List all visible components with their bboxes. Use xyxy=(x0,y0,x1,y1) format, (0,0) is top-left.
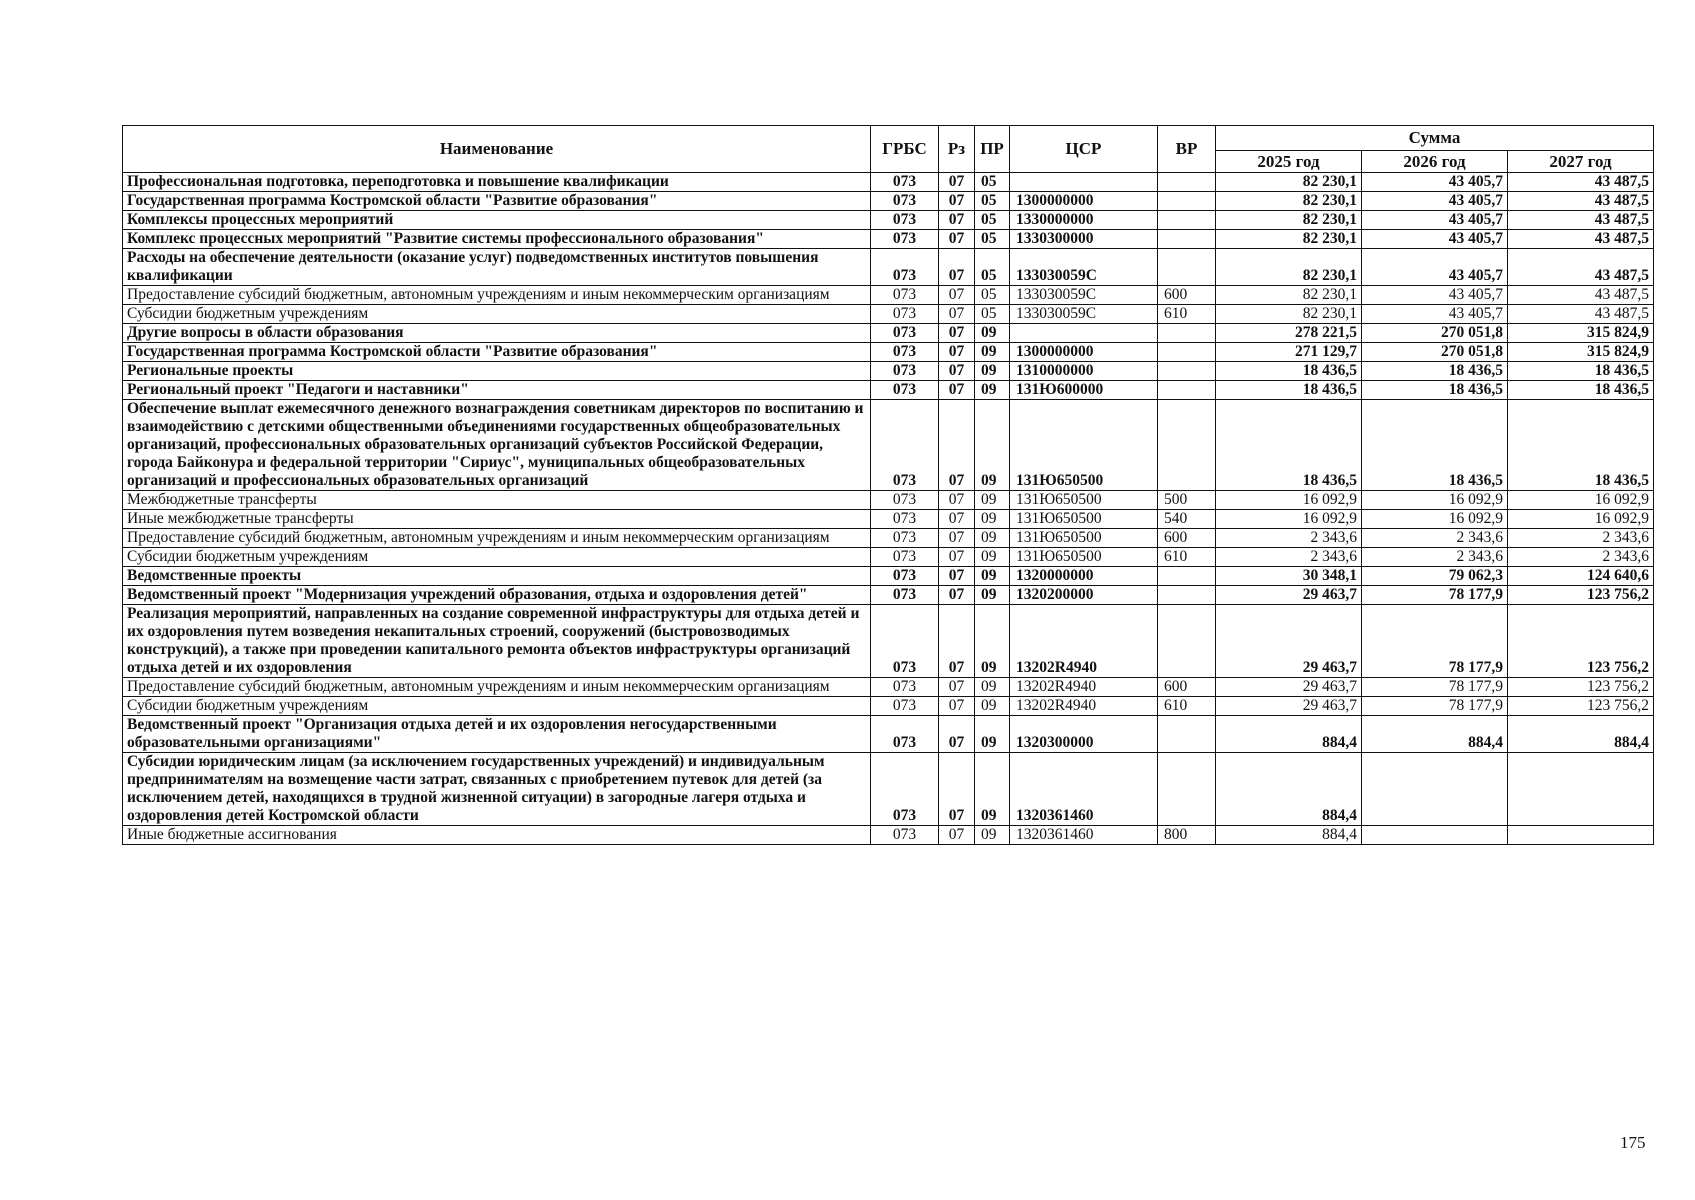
cell-y2025: 82 230,1 xyxy=(1216,230,1362,249)
cell-grbs: 073 xyxy=(871,173,939,192)
cell-pr: 09 xyxy=(975,753,1010,826)
cell-y2027: 18 436,5 xyxy=(1508,381,1654,400)
cell-csr: 131Ю600000 xyxy=(1010,381,1158,400)
cell-y2025: 29 463,7 xyxy=(1216,678,1362,697)
cell-vr: 610 xyxy=(1158,548,1216,567)
cell-y2025: 18 436,5 xyxy=(1216,381,1362,400)
cell-y2026: 18 436,5 xyxy=(1362,400,1508,491)
cell-y2025: 29 463,7 xyxy=(1216,605,1362,678)
cell-pr: 09 xyxy=(975,586,1010,605)
cell-csr: 133030059С xyxy=(1010,305,1158,324)
cell-y2026: 43 405,7 xyxy=(1362,305,1508,324)
cell-name: Иные межбюджетные трансферты xyxy=(123,510,871,529)
cell-pr: 09 xyxy=(975,510,1010,529)
table-row xyxy=(123,567,1654,586)
cell-y2025: 18 436,5 xyxy=(1216,362,1362,381)
table-row xyxy=(123,753,1654,826)
cell-pr: 05 xyxy=(975,305,1010,324)
cell-vr xyxy=(1158,400,1216,491)
cell-rz: 07 xyxy=(939,605,975,678)
cell-y2025: 29 463,7 xyxy=(1216,586,1362,605)
header-grbs: ГРБС xyxy=(871,126,939,173)
table-row xyxy=(123,249,1654,286)
cell-y2027: 18 436,5 xyxy=(1508,362,1654,381)
cell-y2027: 43 487,5 xyxy=(1508,173,1654,192)
cell-csr: 1310000000 xyxy=(1010,362,1158,381)
cell-y2026: 16 092,9 xyxy=(1362,510,1508,529)
cell-y2027: 2 343,6 xyxy=(1508,529,1654,548)
header-pr: ПР xyxy=(975,126,1010,173)
cell-pr: 09 xyxy=(975,529,1010,548)
cell-y2027: 123 756,2 xyxy=(1508,586,1654,605)
cell-y2026: 78 177,9 xyxy=(1362,586,1508,605)
cell-grbs: 073 xyxy=(871,529,939,548)
cell-y2027: 123 756,2 xyxy=(1508,697,1654,716)
cell-name: Реализация мероприятий, направленных на создание современной инфраструктуры для отдыха детей и их оздоровления путем возведения некапитальных строений, сооружений (быстровозводимых конструкций), а также при проведении капитального ремонта объектов инфраструктуры организаций отдыха детей и их оздоровления xyxy=(123,605,871,678)
cell-grbs: 073 xyxy=(871,678,939,697)
cell-rz: 07 xyxy=(939,548,975,567)
cell-pr: 09 xyxy=(975,381,1010,400)
header-sum: Сумма xyxy=(1216,126,1654,151)
cell-y2026: 18 436,5 xyxy=(1362,362,1508,381)
cell-grbs: 073 xyxy=(871,192,939,211)
table-row xyxy=(123,192,1654,211)
table-row xyxy=(123,305,1654,324)
cell-pr: 09 xyxy=(975,567,1010,586)
cell-pr: 09 xyxy=(975,548,1010,567)
cell-pr: 09 xyxy=(975,343,1010,362)
cell-pr: 09 xyxy=(975,678,1010,697)
cell-rz: 07 xyxy=(939,192,975,211)
cell-grbs: 073 xyxy=(871,305,939,324)
cell-pr: 09 xyxy=(975,362,1010,381)
cell-grbs: 073 xyxy=(871,826,939,845)
cell-y2026: 16 092,9 xyxy=(1362,491,1508,510)
cell-rz: 07 xyxy=(939,826,975,845)
cell-vr xyxy=(1158,324,1216,343)
cell-vr xyxy=(1158,716,1216,753)
table-row xyxy=(123,211,1654,230)
cell-vr xyxy=(1158,753,1216,826)
cell-y2025: 2 343,6 xyxy=(1216,529,1362,548)
cell-vr: 610 xyxy=(1158,697,1216,716)
cell-y2027: 315 824,9 xyxy=(1508,343,1654,362)
cell-name: Обеспечение выплат ежемесячного денежного вознаграждения советникам директоров по воспитанию и взаимодействию с детскими общественными объединениями государственных общеобразовательных организаций, профессиональных образовательных организаций субъектов Российской Федерации, города Байконура и федеральной территории "Сириус", муниципальных общеобразовательных организаций и профессиональных образовательных организаций xyxy=(123,400,871,491)
cell-y2025: 82 230,1 xyxy=(1216,173,1362,192)
cell-name: Профессиональная подготовка, переподготовка и повышение квалификации xyxy=(123,173,871,192)
cell-name: Субсидии бюджетным учреждениям xyxy=(123,548,871,567)
cell-csr: 1320361460 xyxy=(1010,753,1158,826)
cell-pr: 09 xyxy=(975,697,1010,716)
cell-csr xyxy=(1010,173,1158,192)
cell-y2026: 43 405,7 xyxy=(1362,211,1508,230)
header-year-2027: 2027 год xyxy=(1508,151,1654,173)
table-row xyxy=(123,586,1654,605)
cell-y2025: 884,4 xyxy=(1216,716,1362,753)
cell-y2025: 271 129,7 xyxy=(1216,343,1362,362)
cell-y2025: 82 230,1 xyxy=(1216,211,1362,230)
cell-vr: 610 xyxy=(1158,305,1216,324)
cell-rz: 07 xyxy=(939,400,975,491)
table-row xyxy=(123,324,1654,343)
cell-pr: 05 xyxy=(975,286,1010,305)
cell-grbs: 073 xyxy=(871,324,939,343)
cell-pr: 05 xyxy=(975,230,1010,249)
header-vr: ВР xyxy=(1158,126,1216,173)
cell-rz: 07 xyxy=(939,753,975,826)
cell-name: Межбюджетные трансферты xyxy=(123,491,871,510)
cell-name: Иные бюджетные ассигнования xyxy=(123,826,871,845)
cell-y2025: 82 230,1 xyxy=(1216,192,1362,211)
cell-rz: 07 xyxy=(939,716,975,753)
cell-csr: 133030059С xyxy=(1010,286,1158,305)
cell-csr xyxy=(1010,324,1158,343)
budget-table xyxy=(122,125,1654,845)
table-row xyxy=(123,529,1654,548)
cell-csr: 1320300000 xyxy=(1010,716,1158,753)
table-row xyxy=(123,286,1654,305)
table-row xyxy=(123,716,1654,753)
cell-vr: 800 xyxy=(1158,826,1216,845)
cell-vr xyxy=(1158,343,1216,362)
table-row xyxy=(123,510,1654,529)
cell-grbs: 073 xyxy=(871,381,939,400)
cell-y2026: 43 405,7 xyxy=(1362,173,1508,192)
cell-y2025: 884,4 xyxy=(1216,826,1362,845)
page-number: 175 xyxy=(1620,1133,1646,1152)
cell-y2027: 884,4 xyxy=(1508,716,1654,753)
cell-csr: 1320361460 xyxy=(1010,826,1158,845)
header-csr: ЦСР xyxy=(1010,126,1158,173)
cell-y2025: 82 230,1 xyxy=(1216,286,1362,305)
cell-rz: 07 xyxy=(939,529,975,548)
table-row xyxy=(123,362,1654,381)
header-name: Наименование xyxy=(123,126,871,173)
table-row xyxy=(123,548,1654,567)
cell-pr: 09 xyxy=(975,324,1010,343)
cell-pr: 09 xyxy=(975,400,1010,491)
cell-grbs: 073 xyxy=(871,586,939,605)
cell-vr xyxy=(1158,192,1216,211)
cell-rz: 07 xyxy=(939,230,975,249)
cell-csr: 131Ю650500 xyxy=(1010,529,1158,548)
cell-name: Предоставление субсидий бюджетным, автономным учреждениям и иным некоммерческим организациям xyxy=(123,286,871,305)
cell-y2027: 43 487,5 xyxy=(1508,305,1654,324)
cell-y2027: 315 824,9 xyxy=(1508,324,1654,343)
cell-vr xyxy=(1158,211,1216,230)
cell-y2025: 2 343,6 xyxy=(1216,548,1362,567)
cell-rz: 07 xyxy=(939,510,975,529)
cell-y2027: 43 487,5 xyxy=(1508,192,1654,211)
cell-rz: 07 xyxy=(939,381,975,400)
cell-csr: 133030059С xyxy=(1010,249,1158,286)
cell-grbs: 073 xyxy=(871,716,939,753)
cell-y2025: 884,4 xyxy=(1216,753,1362,826)
cell-y2026: 43 405,7 xyxy=(1362,230,1508,249)
cell-y2027: 18 436,5 xyxy=(1508,400,1654,491)
cell-csr: 13202R4940 xyxy=(1010,697,1158,716)
cell-pr: 05 xyxy=(975,249,1010,286)
cell-y2026: 43 405,7 xyxy=(1362,192,1508,211)
cell-grbs: 073 xyxy=(871,697,939,716)
cell-y2025: 16 092,9 xyxy=(1216,491,1362,510)
cell-name: Предоставление субсидий бюджетным, автономным учреждениям и иным некоммерческим организациям xyxy=(123,529,871,548)
cell-grbs: 073 xyxy=(871,343,939,362)
table-row xyxy=(123,173,1654,192)
cell-name: Субсидии бюджетным учреждениям xyxy=(123,305,871,324)
cell-y2025: 82 230,1 xyxy=(1216,249,1362,286)
cell-y2026: 78 177,9 xyxy=(1362,697,1508,716)
cell-rz: 07 xyxy=(939,211,975,230)
cell-csr: 131Ю650500 xyxy=(1010,510,1158,529)
cell-pr: 09 xyxy=(975,491,1010,510)
cell-y2026 xyxy=(1362,753,1508,826)
cell-vr: 600 xyxy=(1158,678,1216,697)
cell-vr xyxy=(1158,249,1216,286)
cell-rz: 07 xyxy=(939,286,975,305)
cell-y2026: 18 436,5 xyxy=(1362,381,1508,400)
table-row xyxy=(123,826,1654,845)
cell-csr: 131Ю650500 xyxy=(1010,400,1158,491)
cell-y2027: 123 756,2 xyxy=(1508,678,1654,697)
cell-y2025: 82 230,1 xyxy=(1216,305,1362,324)
cell-y2026: 43 405,7 xyxy=(1362,286,1508,305)
table-body xyxy=(123,173,1654,845)
cell-y2025: 29 463,7 xyxy=(1216,697,1362,716)
cell-y2026: 43 405,7 xyxy=(1362,249,1508,286)
cell-rz: 07 xyxy=(939,343,975,362)
cell-grbs: 073 xyxy=(871,286,939,305)
cell-name: Предоставление субсидий бюджетным, автономным учреждениям и иным некоммерческим организациям xyxy=(123,678,871,697)
table-row xyxy=(123,605,1654,678)
cell-y2025: 278 221,5 xyxy=(1216,324,1362,343)
cell-name: Ведомственные проекты xyxy=(123,567,871,586)
cell-name: Ведомственный проект "Модернизация учреждений образования, отдыха и оздоровления детей" xyxy=(123,586,871,605)
cell-csr: 1330300000 xyxy=(1010,230,1158,249)
table-row xyxy=(123,230,1654,249)
cell-y2027: 43 487,5 xyxy=(1508,230,1654,249)
table-row xyxy=(123,678,1654,697)
cell-vr: 600 xyxy=(1158,529,1216,548)
cell-y2027 xyxy=(1508,753,1654,826)
cell-csr: 131Ю650500 xyxy=(1010,548,1158,567)
cell-rz: 07 xyxy=(939,567,975,586)
cell-grbs: 073 xyxy=(871,400,939,491)
cell-grbs: 073 xyxy=(871,230,939,249)
cell-vr xyxy=(1158,567,1216,586)
cell-y2027: 16 092,9 xyxy=(1508,491,1654,510)
cell-csr: 13202R4940 xyxy=(1010,678,1158,697)
cell-vr: 600 xyxy=(1158,286,1216,305)
table-row xyxy=(123,400,1654,491)
cell-y2027: 124 640,6 xyxy=(1508,567,1654,586)
cell-y2027: 43 487,5 xyxy=(1508,286,1654,305)
table-row xyxy=(123,381,1654,400)
cell-y2026: 270 051,8 xyxy=(1362,343,1508,362)
cell-y2026: 78 177,9 xyxy=(1362,678,1508,697)
cell-rz: 07 xyxy=(939,697,975,716)
cell-vr xyxy=(1158,586,1216,605)
cell-rz: 07 xyxy=(939,305,975,324)
cell-name: Комплекс процессных мероприятий "Развитие системы профессионального образования" xyxy=(123,230,871,249)
cell-name: Комплексы процессных мероприятий xyxy=(123,211,871,230)
cell-y2026: 884,4 xyxy=(1362,716,1508,753)
table-row xyxy=(123,491,1654,510)
cell-vr xyxy=(1158,230,1216,249)
cell-pr: 09 xyxy=(975,826,1010,845)
cell-y2027: 2 343,6 xyxy=(1508,548,1654,567)
cell-name: Субсидии бюджетным учреждениям xyxy=(123,697,871,716)
cell-vr xyxy=(1158,362,1216,381)
cell-name: Региональные проекты xyxy=(123,362,871,381)
header-year-2026: 2026 год xyxy=(1362,151,1508,173)
cell-rz: 07 xyxy=(939,249,975,286)
table-header xyxy=(123,126,1654,173)
cell-y2026: 79 062,3 xyxy=(1362,567,1508,586)
cell-rz: 07 xyxy=(939,324,975,343)
cell-grbs: 073 xyxy=(871,510,939,529)
cell-y2026: 270 051,8 xyxy=(1362,324,1508,343)
cell-name: Субсидии юридическим лицам (за исключением государственных учреждений) и индивидуальным предпринимателям на возмещение части затрат, связанных с приобретением путевок для детей (за исключением детей, находящихся в трудной жизненной ситуации) в загородные лагеря отдыха и оздоровления детей Костромской области xyxy=(123,753,871,826)
cell-csr: 1320000000 xyxy=(1010,567,1158,586)
cell-pr: 05 xyxy=(975,173,1010,192)
cell-grbs: 073 xyxy=(871,249,939,286)
cell-y2025: 16 092,9 xyxy=(1216,510,1362,529)
cell-pr: 05 xyxy=(975,211,1010,230)
cell-vr xyxy=(1158,605,1216,678)
cell-rz: 07 xyxy=(939,678,975,697)
cell-csr: 1330000000 xyxy=(1010,211,1158,230)
cell-grbs: 073 xyxy=(871,567,939,586)
cell-grbs: 073 xyxy=(871,753,939,826)
cell-pr: 09 xyxy=(975,605,1010,678)
cell-y2026: 78 177,9 xyxy=(1362,605,1508,678)
cell-y2025: 30 348,1 xyxy=(1216,567,1362,586)
cell-vr xyxy=(1158,381,1216,400)
cell-csr: 131Ю650500 xyxy=(1010,491,1158,510)
cell-name: Ведомственный проект "Организация отдыха детей и их оздоровления негосударственными образовательными организациями" xyxy=(123,716,871,753)
cell-y2027: 123 756,2 xyxy=(1508,605,1654,678)
table-row xyxy=(123,697,1654,716)
cell-vr xyxy=(1158,173,1216,192)
cell-y2026: 2 343,6 xyxy=(1362,529,1508,548)
cell-y2027: 43 487,5 xyxy=(1508,211,1654,230)
cell-csr: 1300000000 xyxy=(1010,192,1158,211)
cell-name: Государственная программа Костромской области "Развитие образования" xyxy=(123,192,871,211)
cell-csr: 13202R4940 xyxy=(1010,605,1158,678)
cell-pr: 09 xyxy=(975,716,1010,753)
cell-grbs: 073 xyxy=(871,491,939,510)
cell-pr: 05 xyxy=(975,192,1010,211)
cell-grbs: 073 xyxy=(871,548,939,567)
table-row xyxy=(123,343,1654,362)
cell-name: Государственная программа Костромской области "Развитие образования" xyxy=(123,343,871,362)
cell-rz: 07 xyxy=(939,586,975,605)
cell-vr: 540 xyxy=(1158,510,1216,529)
header-year-2025: 2025 год xyxy=(1216,151,1362,173)
cell-vr: 500 xyxy=(1158,491,1216,510)
cell-y2027 xyxy=(1508,826,1654,845)
cell-y2026: 2 343,6 xyxy=(1362,548,1508,567)
cell-rz: 07 xyxy=(939,362,975,381)
cell-name: Региональный проект "Педагоги и наставники" xyxy=(123,381,871,400)
cell-name: Другие вопросы в области образования xyxy=(123,324,871,343)
budget-table-sheet xyxy=(122,125,1653,845)
cell-csr: 1300000000 xyxy=(1010,343,1158,362)
cell-y2026 xyxy=(1362,826,1508,845)
cell-rz: 07 xyxy=(939,491,975,510)
cell-grbs: 073 xyxy=(871,211,939,230)
cell-rz: 07 xyxy=(939,173,975,192)
header-rz: Рз xyxy=(939,126,975,173)
cell-name: Расходы на обеспечение деятельности (оказание услуг) подведомственных институтов повышения квалификации xyxy=(123,249,871,286)
cell-grbs: 073 xyxy=(871,605,939,678)
cell-y2027: 16 092,9 xyxy=(1508,510,1654,529)
cell-y2027: 43 487,5 xyxy=(1508,249,1654,286)
cell-csr: 1320200000 xyxy=(1010,586,1158,605)
cell-grbs: 073 xyxy=(871,362,939,381)
cell-y2025: 18 436,5 xyxy=(1216,400,1362,491)
